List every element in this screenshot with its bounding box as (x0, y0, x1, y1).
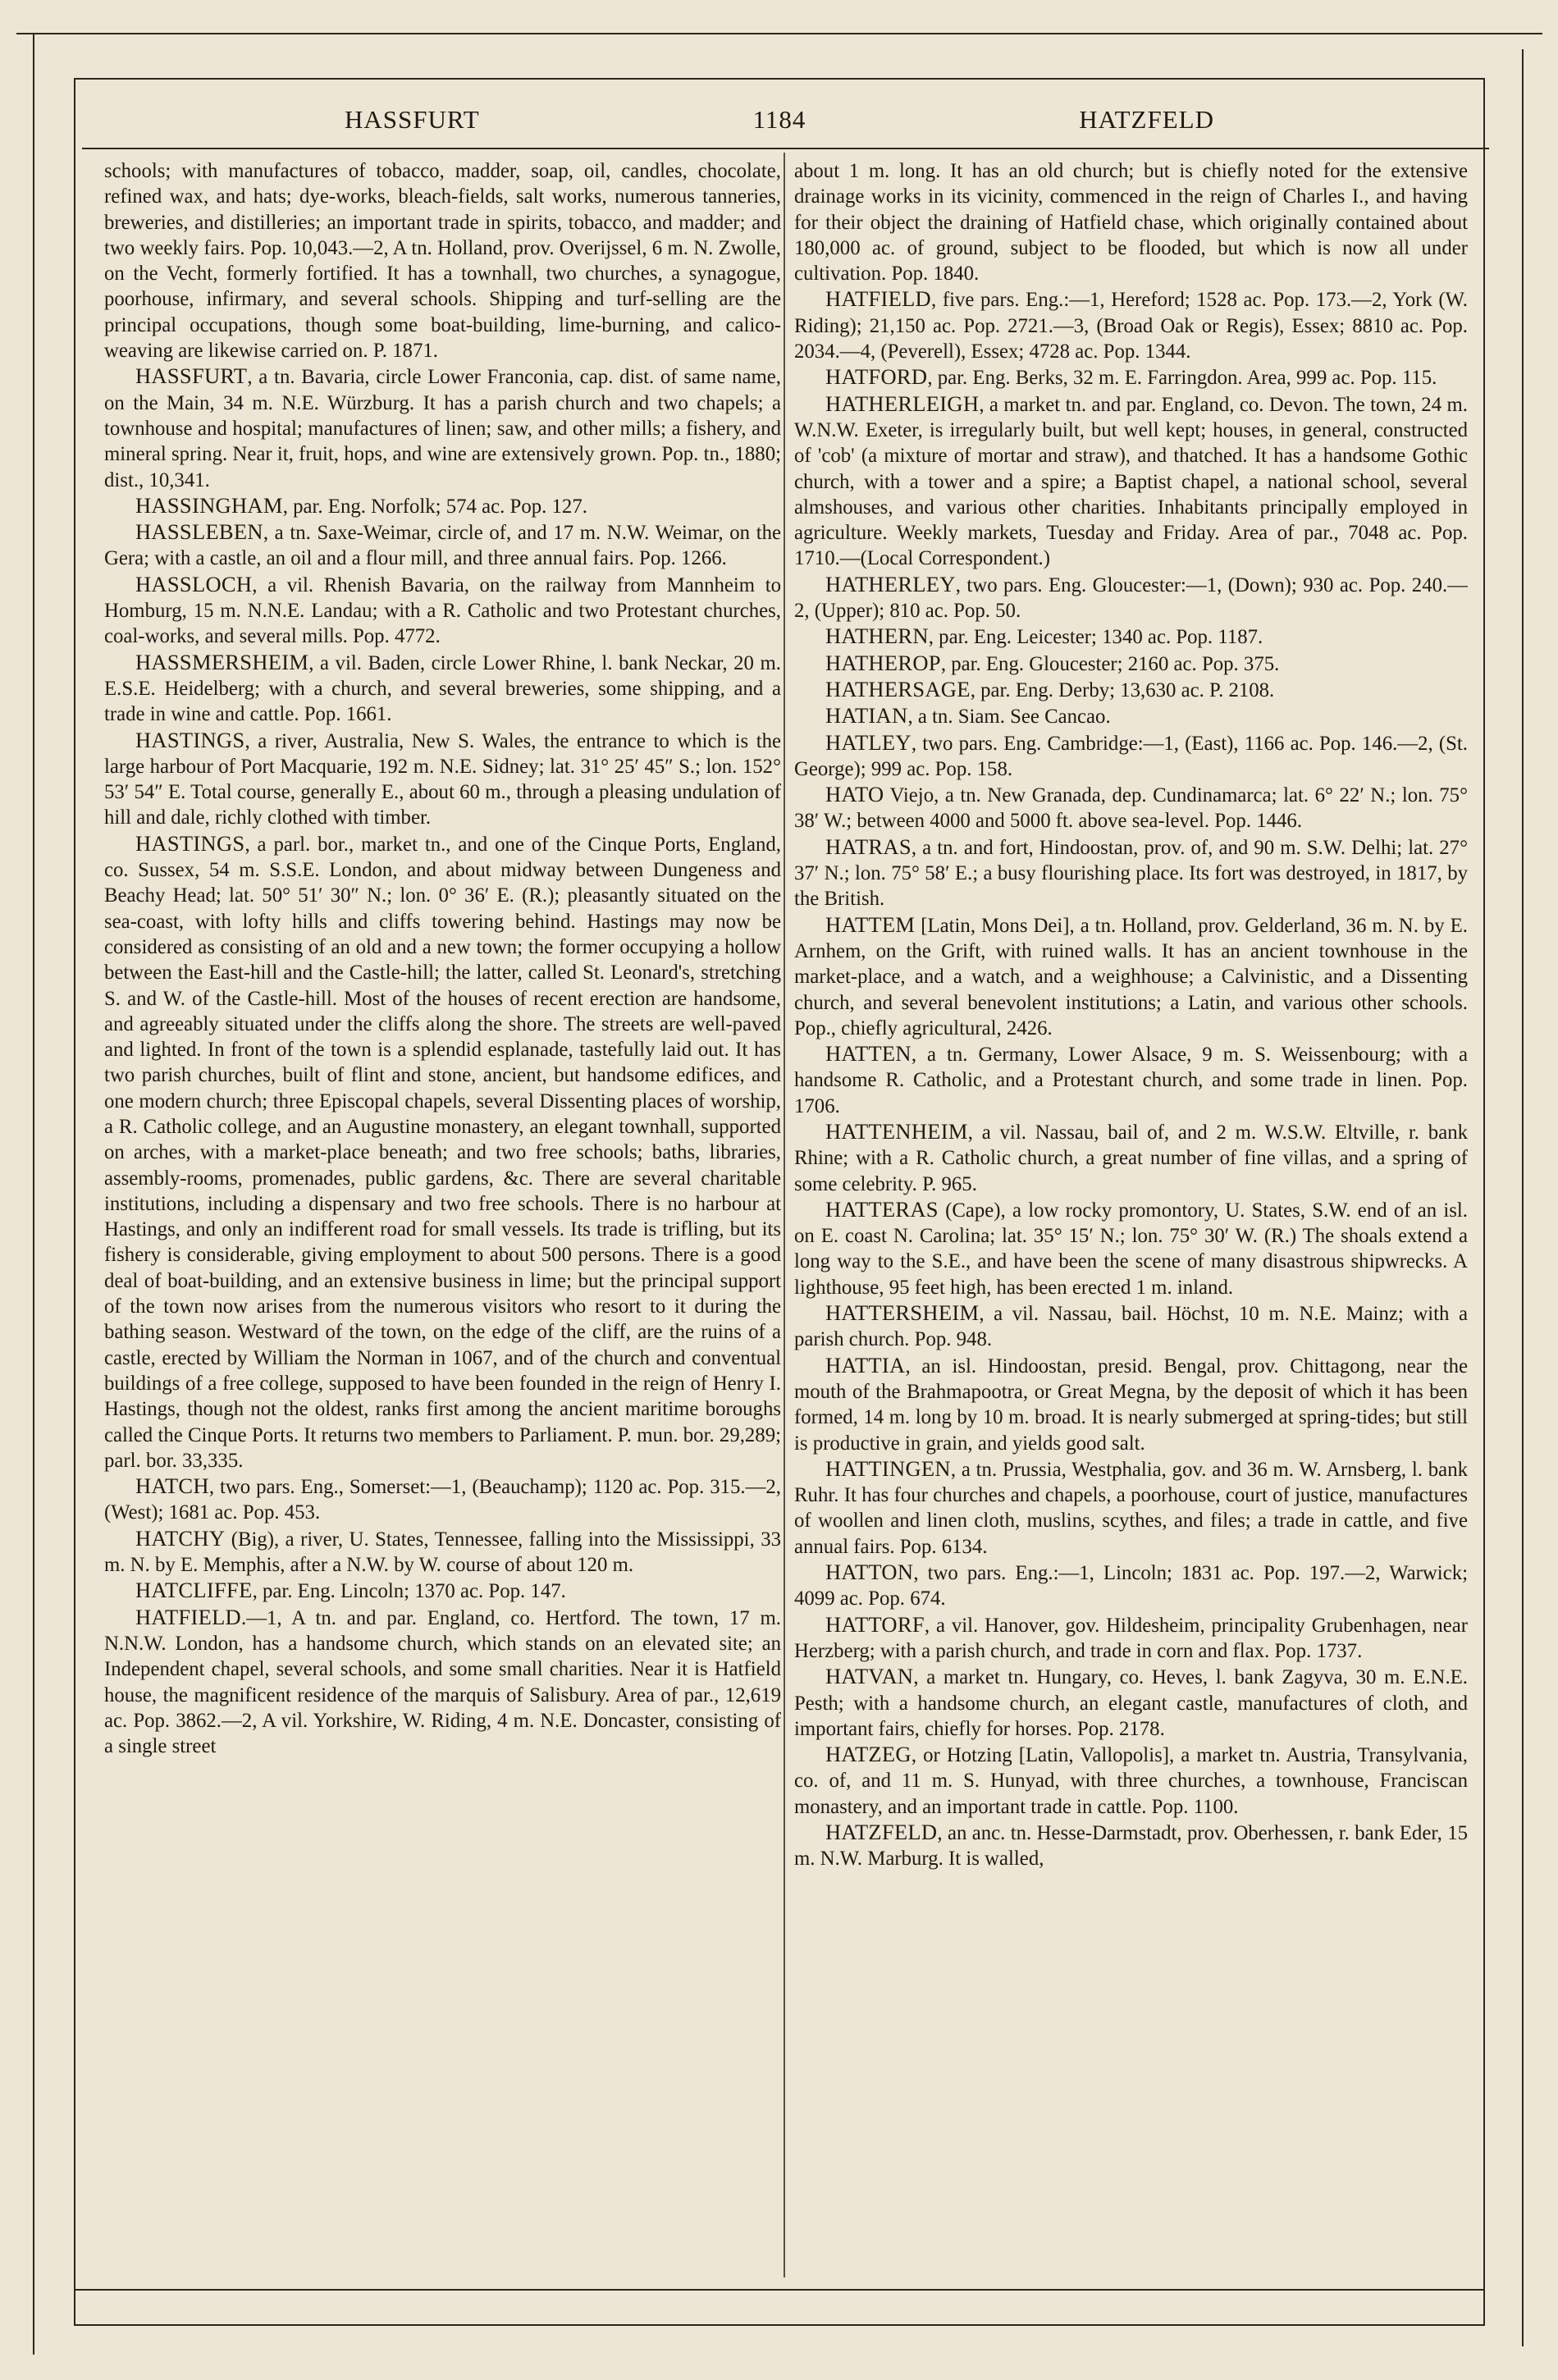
gazetteer-entry (794, 1119, 1468, 1197)
entry-text: , two pars. Eng. Gloucester:—1, (Down); 930 ac. Pop. 240.—2, (Upper); 810 ac. Pop. 50. (794, 573, 1468, 623)
gazetteer-entry (104, 831, 781, 1473)
entry-headword: HASSINGHAM (135, 492, 283, 518)
entry-headword: HATCH (135, 1473, 209, 1499)
entry-text: , par. Eng. Berks, 32 m. E. Farringdon. Area, 999 ac. Pop. 115. (927, 367, 1437, 390)
gazetteer-entry (794, 391, 1468, 572)
page-number: 1184 (752, 105, 806, 134)
gazetteer-entry (104, 519, 781, 572)
right-column (794, 158, 1468, 2279)
gazetteer-entry (104, 1578, 781, 1604)
entry-headword: HATTERAS (825, 1196, 939, 1222)
entry-text: , a tn. Saxe-Weimar, circle of, and 17 m. N.W. Weimar, on the Gera; with a castle, an oil and a flour mill, and three annual fairs. Pop. 1266. (104, 522, 781, 570)
entry-headword: HATIAN (825, 703, 908, 729)
entry-headword: HATTENHEIM (825, 1118, 968, 1144)
gazetteer-entry (104, 158, 781, 363)
entry-text: , two pars. Eng. Cambridge:—1, (East), 1166 ac. Pop. 146.—2, (St. George); 999 ac. Pop. 158. (794, 732, 1468, 780)
entry-headword: HATCLIFFE (135, 1578, 253, 1603)
entry-text: , a vil. Rhenish Bavaria, on the railway from Mannheim to Homburg, 15 m. N.N.E. Landau; with a R. Catholic and two Protestant churches, coal-works, and several mills. Pop. 4772. (104, 573, 781, 648)
gazetteer-entry (794, 703, 1468, 729)
entry-headword: HATTON (825, 1560, 914, 1585)
entry-text: about 1 m. long. It has an old church; but is chiefly noted for the extensive drainage works in its vicinity, commenced in the reign of Charles I., and having for their object the draining of Hatfield chase, which originally contained about 180,000 ac. of ground, subject to be flooded, but which is now all under cultivation. Pop. 1840. (794, 160, 1468, 286)
gazetteer-entry (794, 1353, 1468, 1456)
entry-headword: HASSLEBEN (135, 519, 263, 545)
entry-headword: HASTINGS (135, 830, 245, 856)
entry-headword: HATTINGEN (825, 1455, 951, 1481)
gazetteer-entry (794, 834, 1468, 912)
entry-headword: HATFIELD (825, 286, 931, 312)
entry-headword: HATTEM (825, 911, 916, 937)
entry-headword: HASTINGS (135, 727, 245, 752)
entry-text: Viejo, a tn. New Granada, dep. Cundinamarca; lat. 6° 22′ N.; lon. 75° 38′ W.; between 4000 and 5000 ft. above sea-level. Pop. 1446. (794, 784, 1468, 833)
entry-text: , a tn. Bavaria, circle Lower Franconia, cap. dist. of same name, on the Main, 34 m. N.E. Würzburg. It has a parish church and two chapels; a townhouse and hospital; manufactures of linen; saw, and other mills; a fishery, and mineral spring. Near it, fruit, hops, and wine are extensively grown. Pop. tn., 1880; dist., 10,341. (104, 366, 781, 491)
entry-headword: HATFIELD (135, 1604, 241, 1629)
gazetteer-entry (794, 1456, 1468, 1560)
entry-headword: HATTERSHEIM (825, 1300, 980, 1326)
entry-text: , par. Eng. Norfolk; 574 ac. Pop. 127. (282, 495, 587, 518)
entry-text: , an anc. tn. Hesse-Darmstadt, prov. Oberhessen, r. bank Eder, 15 m. N.W. Marburg. It is walled, (794, 1822, 1468, 1871)
entry-headword: HATZEG (825, 1742, 911, 1767)
header-rule (82, 148, 1489, 149)
entry-text: , par. Eng. Lincoln; 1370 ac. Pop. 147. (252, 1580, 566, 1603)
entry-headword: HASSLOCH (135, 571, 253, 596)
gazetteer-entry (794, 677, 1468, 703)
entry-text: , two pars. Eng., Somerset:—1, (Beauchamp); 1120 ac. Pop. 315.—2, (West); 1681 ac. Pop. 453. (104, 1476, 781, 1524)
entry-text: , or Hotzing [Latin, Vallopolis], a market tn. Austria, Transylvania, co. of, and 11 m. S. Hunyad, with three churches, a townhouse, Franciscan monastery, and an important trade in cattle. Pop. 1100. (794, 1744, 1468, 1818)
gazetteer-entry (794, 1041, 1468, 1119)
gazetteer-entry (794, 1560, 1468, 1612)
gazetteer-entry (794, 624, 1468, 650)
gazetteer-entry (104, 1526, 781, 1578)
gazetteer-entry (794, 1742, 1468, 1820)
entry-text: , a tn. Siam. See Cancao. (907, 706, 1111, 729)
entry-text: [Latin, Mons Dei], a tn. Holland, prov. Gelderland, 36 m. N. by E. Arnhem, on the Grift, with ruined walls. It has an ancient townhouse in the market-place, and a watch, and a weighhouse; a Calvinistic, and a Dissenting church, and several benevolent institutions; a Latin, and various other schools. Pop., chiefly agricultural, 2426. (794, 914, 1468, 1039)
right-outer-rule (1522, 49, 1524, 2346)
entry-text: , an isl. Hindoostan, presid. Bengal, prov. Chittagong, near the mouth of the Brahmapootra, or Great Megna, by the deposit of which it has been formed, 14 m. long by 10 m. broad. It is nearly submerged at spring-tides; but still is productive in grain, and yields good salt. (794, 1354, 1468, 1455)
entry-headword: HATHERN (825, 624, 929, 649)
entry-headword: HATHEROP (825, 650, 941, 675)
entry-text: , two pars. Eng.:—1, Lincoln; 1831 ac. Pop. 197.—2, Warwick; 4099 ac. Pop. 674. (794, 1562, 1468, 1610)
entry-headword: HATFORD (825, 364, 928, 390)
entry-headword: HATTORF (825, 1611, 925, 1637)
gazetteer-entry (794, 782, 1468, 834)
entry-text: .—1, A tn. and par. England, co. Hertford. The town, 17 m. N.N.W. London, has a handsome church, which stands on an elevated site; an Independent chapel, several schools, and some small charities. Near it is Hatfield house, the magnificent residence of the marquis of Salisbury. Area of par., 12,619 ac. Pop. 3862.—2, A vil. Yorkshire, W. Riding, 4 m. N.E. Doncaster, consisting of a single street (104, 1606, 781, 1758)
column-divider (784, 153, 785, 2277)
entry-text: schools; with manufactures of tobacco, madder, soap, oil, candles, chocolate, refined wax, and hats; dye-works, bleach-fields, salt works, numerous tanneries, breweries, and distilleries; an important trade in spirits, tobacco, and madder; and two weekly fairs. Pop. 10,043.—2, A tn. Holland, prov. Overijssel, 6 m. N. Zwolle, on the Vecht, formerly fortified. It has a townhall, two churches, a synagogue, poorhouse, infirmary, and several schools. Shipping and turf-selling are the principal occupations, though some boat-building, lime-burning, and calico-weaving are likewise carried on. P. 1871. (104, 160, 781, 363)
entry-headword: HATHERSAGE (825, 676, 971, 701)
entry-text: , a vil. Hanover, gov. Hildesheim, principality Grubenhagen, near Herzberg; with a parish church, and trade in corn and flax. Pop. 1737. (794, 1614, 1468, 1662)
gazetteer-entry (794, 1664, 1468, 1742)
entry-text: , a tn. Prussia, Westphalia, gov. and 36 m. W. Arnsberg, l. bank Ruhr. It has four churches and chapels, a poorhouse, court of justice, manufactures of woollen and linen cloth, muslins, scythes, and files; a trade in cattle, and five annual fairs. Pop. 6134. (794, 1458, 1468, 1558)
entry-headword: HATRAS (825, 834, 911, 859)
left-column (104, 158, 781, 2279)
entry-headword: HATHERLEIGH (825, 391, 980, 416)
gazetteer-entry (794, 730, 1468, 783)
gazetteer-entry (104, 1605, 781, 1760)
entry-headword: HATO (825, 782, 884, 807)
entry-headword: HATLEY (825, 729, 911, 755)
entry-text: , par. Eng. Gloucester; 2160 ac. Pop. 375. (940, 652, 1280, 675)
entry-text: , a market tn. and par. England, co. Devon. The town, 24 m. W.N.W. Exeter, is irregularly built, but well kept; houses, in general, constructed of 'cob' (a mixture of mortar and straw), and thatched. It has a handsome Gothic church, with a tower and a spire; a Baptist chapel, a national school, several almshouses, and various other charities. Inhabitants principally employed in agriculture. Weekly markets, Tuesday and Friday. Area of par., 7048 ac. Pop. 1710.—(Local Correspondent.) (794, 393, 1468, 570)
gazetteer-entry (794, 1820, 1468, 1872)
entry-text: (Cape), a low rocky promontory, U. States, S.W. end of an isl. on E. coast N. Carolina; lat. 35° 15′ N.; lon. 75° 30′ W. (R.) The shoals extend a long way to the S.E., and have been the scene of many disastrous shipwrecks. A lighthouse, 95 feet high, has been erected 1 m. inland. (794, 1199, 1468, 1299)
gazetteer-entry (104, 493, 781, 519)
entry-text: , five pars. Eng.:—1, Hereford; 1528 ac. Pop. 173.—2, York (W. Riding); 21,150 ac. Pop. 2721.—3, (Broad Oak or Regis), Essex; 8810 ac. Pop. 2034.—4, (Peverell), Essex; 4728 ac. Pop. 1344. (794, 289, 1468, 363)
gazetteer-entry (794, 1300, 1468, 1353)
gazetteer-entry (794, 912, 1468, 1041)
entry-text: , par. Eng. Derby; 13,630 ac. P. 2108. (970, 678, 1275, 701)
entry-text: , a tn. and fort, Hindoostan, prov. of, and 90 m. S.W. Delhi; lat. 27° 37′ N.; lon. 75° 58′ E.; a busy flourishing place. Its fort was destroyed, in 1817, by the British. (794, 836, 1468, 911)
entry-headword: HATCHY (135, 1525, 226, 1551)
gazetteer-entry (104, 650, 781, 728)
header-first-entry: HASSFURT (345, 105, 480, 134)
entry-text: , a river, Australia, New S. Wales, the entrance to which is the large harbour of Port Macquarie, 192 m. N.E. Sidney; lat. 31° 25′ 45″ S.; lon. 152° 53′ 54″ E. Total course, generally E., about 60 m., through a pleasing undulation of hill and dale, richly clothed with timber. (104, 729, 781, 829)
gazetteer-entry (104, 728, 781, 831)
entry-headword: HATTIA (825, 1352, 906, 1377)
entry-headword: HATHERLEY (825, 571, 956, 596)
gazetteer-entry (794, 1197, 1468, 1300)
entry-headword: HASSFURT (135, 363, 248, 389)
header-last-entry: HATZFELD (1079, 105, 1214, 134)
entry-text: , a vil. Nassau, bail. Höchst, 10 m. N.E. Mainz; with a parish church. Pop. 948. (794, 1303, 1468, 1351)
gazetteer-entry (104, 363, 781, 492)
gazetteer-entry (794, 1612, 1468, 1665)
entry-text: , a vil. Nassau, bail of, and 2 m. W.S.W. Eltville, r. bank Rhine; with a R. Catholic church, a great number of fine villas, and a spring of some celebrity. P. 965. (794, 1121, 1468, 1195)
entry-text: , par. Eng. Leicester; 1340 ac. Pop. 1187. (928, 626, 1263, 649)
gazetteer-entry (794, 651, 1468, 677)
entry-text: , a market tn. Hungary, co. Heves, l. bank Zagyva, 30 m. E.N.E. Pesth; with a handsome church, an elegant castle, manufactures of cloth, and important fairs, chiefly for horses. Pop. 2178. (794, 1666, 1468, 1740)
entry-text: (Big), a river, U. States, Tennessee, falling into the Mississippi, 33 m. N. by E. Memphis, after a N.W. by W. course of about 120 m. (104, 1528, 781, 1577)
gazetteer-entry (104, 572, 781, 650)
gazetteer-entry (794, 364, 1468, 391)
bottom-rule (74, 2289, 1485, 2291)
entry-headword: HATZFELD (825, 1820, 938, 1844)
running-header (107, 105, 1452, 138)
entry-text: , a tn. Germany, Lower Alsace, 9 m. S. Weissenbourg; with a handsome R. Catholic, and a Protestant church, and some trade in linen. Pop. 1706. (794, 1044, 1468, 1117)
top-outer-rule (16, 33, 1542, 34)
entry-headword: HATTEN (825, 1041, 911, 1067)
entry-text: , a vil. Baden, circle Lower Rhine, l. bank Neckar, 20 m. E.S.E. Heidelberg; with a church, and several breweries, some shipping, and a trade in wine and cattle. Pop. 1661. (104, 651, 781, 726)
gazetteer-entry (794, 572, 1468, 624)
gazetteer-entry (104, 1473, 781, 1526)
gazetteer-entry (794, 158, 1468, 286)
left-outer-rule (33, 33, 34, 2355)
gazetteer-entry (794, 286, 1468, 364)
entry-text: , a parl. bor., market tn., and one of the Cinque Ports, England, co. Sussex, 54 m. S.S.E. London, and about midway between Dungeness and Beachy Head; lat. 50° 51′ 30″ N.; lon. 0° 36′ E. (R.); pleasantly situated on the sea-coast, with lofty hills and cliffs towering behind. Hastings may now be considered as consisting of an old and a new town; the former occupying a hollow between the East-hill and the Castle-hill; the latter, called St. Leonard's, stretching S. and W. of the Castle-hill. Most of the houses of recent erection are handsome, and agreeably situated under the cliffs along the shore. The streets are well-paved and lighted. In front of the town is a splendid esplanade, tastefully laid out. It has two parish churches, built of flint and stone, ancient, but handsome edifices, and one modern church; three Episcopal chapels, several Dissenting places of worship, a R. Catholic college, and an Augustine monastery, an elegant townhall, supported on arches, with a market-place beneath; and two free schools; baths, libraries, assembly-rooms, promenades, public gardens, &c. There are several charitable institutions, including a dispensary and two free schools. There is no harbour at Hastings, and only an indifferent road for small vessels. Its trade is trifling, but its fishery is considerable, giving employment to about 500 persons. There is a good deal of boat-building, and an extensive business in lime; but the principal support of the town now arises from the numerous visitors who resort to it during the bathing season. Westward of the town, on the edge of the cliff, are the ruins of a castle, erected by William the Norman in 1067, and of the church and conventual buildings of a free college, supposed to have been founded in the reign of Henry I. Hastings, though not the oldest, ranks first among the ancient maritime boroughs called the Cinque Ports. It returns two members to Parliament. P. mun. bor. 29,289; parl. bor. 33,335. (104, 833, 781, 1472)
entry-headword: HASSMERSHEIM (135, 649, 309, 674)
entry-headword: HATVAN (825, 1664, 914, 1689)
